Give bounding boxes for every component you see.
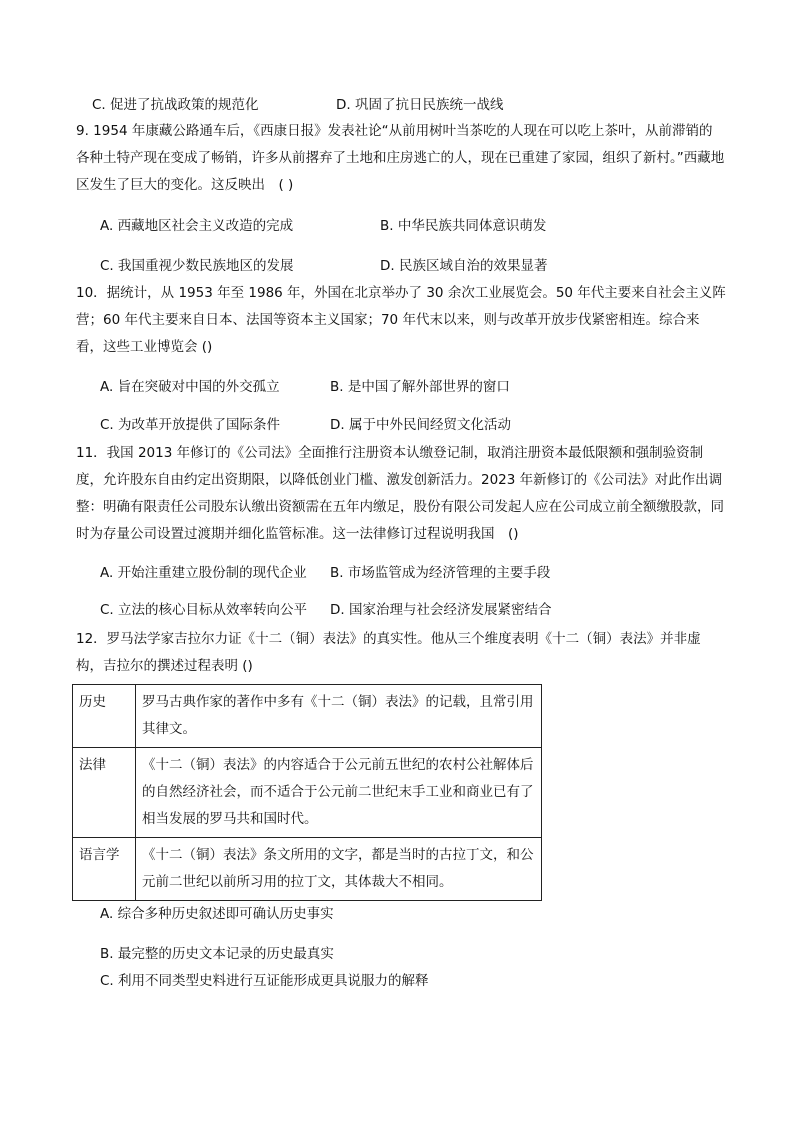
- q11-option-c: C. 立法的核心目标从效率转向公平: [100, 602, 308, 618]
- q10-option-b: B. 是中国了解外部世界的窗口: [330, 379, 510, 395]
- q12-stem: 12．罗马法学家吉拉尔力证《十二（铜）表法》的真实性。他从三个维度表明《十二（铜）表法》并非虚构，吉拉尔的撰述过程表明 (): [76, 631, 701, 674]
- table-row-value: 罗马古典作家的著作中多有《十二（铜）表法》的记载，且常引用其律文。: [136, 685, 542, 748]
- q9-option-d: D. 民族区域自治的效果显著: [380, 258, 548, 274]
- q8-option-c: C. 促进了抗战政策的规范化: [92, 97, 259, 113]
- table-row: [73, 838, 542, 901]
- table-row: [73, 685, 542, 748]
- q12-source-table: [72, 684, 542, 901]
- q9-stem: 9. 1954 年康藏公路通车后，《西康日报》发表社论“从前用树叶当茶吃的人现在可以吃上茶叶，从前滞销的各种土特产现在变成了畅销，许多从前撂弃了土地和庄房逃亡的人，现在已重建了家园，组织了新村。”西藏地区发生了巨大的变化。这反映出 ( ): [76, 123, 725, 193]
- q11-option-a: A. 开始注重建立股份制的现代企业: [100, 565, 307, 581]
- table-row: [73, 748, 542, 838]
- q12-option-b: B. 最完整的历史文本记录的历史最真实: [100, 946, 334, 962]
- table-row-key: 法律: [73, 748, 136, 838]
- table-row-value: 《十二（铜）表法》的内容适合于公元前五世纪的农村公社解体后的自然经济社会，而不适合于公元前二世纪末手工业和商业已有了相当发展的罗马共和国时代。: [136, 748, 542, 838]
- table-row-key: 语言学: [73, 838, 136, 901]
- q10-stem: 10．据统计，从 1953 年至 1986 年，外国在北京举办了 30 余次工业展览会。50 年代主要来自社会主义阵营；60 年代主要来自日本、法国等资本主义国家；70 年代末以来，则与改革开放步伐紧密相连。综合来看，这些工业博览会 (): [76, 285, 726, 355]
- q12-option-a: A. 综合多种历史叙述即可确认历史事实: [100, 906, 334, 922]
- q10-option-d: D. 属于中外民间经贸文化活动: [330, 417, 511, 433]
- q10-option-c: C. 为改革开放提供了国际条件: [100, 417, 281, 433]
- q11-option-b: B. 市场监管成为经济管理的主要手段: [330, 565, 551, 581]
- table-row-key: 历史: [73, 685, 136, 748]
- q9-option-c: C. 我国重视少数民族地区的发展: [100, 258, 294, 274]
- q11-option-d: D. 国家治理与社会经济发展紧密结合: [330, 602, 552, 618]
- q12-option-c: C. 利用不同类型史料进行互证能形成更具说服力的解释: [100, 973, 429, 989]
- q10-option-a: A. 旨在突破对中国的外交孤立: [100, 379, 280, 395]
- q11-stem: 11．我国 2013 年修订的《公司法》全面推行注册资本认缴登记制，取消注册资本最低限额和强制验资制度，允许股东自由约定出资期限，以降低创业门槛、激发创新活力。2023 年新修订的《公司法》对此作出调整：明确有限责任公司股东认缴出资额需在五年内缴足，股份有限公司发起人应在公司成立前全额缴股款，同时为存量公司设置过渡期并细化监管标准。这一法律修订过程说明我国 (): [76, 445, 724, 542]
- q9-option-b: B. 中华民族共同体意识萌发: [380, 218, 547, 234]
- q9-option-a: A. 西藏地区社会主义改造的完成: [100, 218, 294, 234]
- q8-option-d: D. 巩固了抗日民族统一战线: [336, 97, 504, 113]
- table-row-value: 《十二（铜）表法》条文所用的文字，都是当时的古拉丁文，和公元前二世纪以前所习用的拉丁文，其体裁大不相同。: [136, 838, 542, 901]
